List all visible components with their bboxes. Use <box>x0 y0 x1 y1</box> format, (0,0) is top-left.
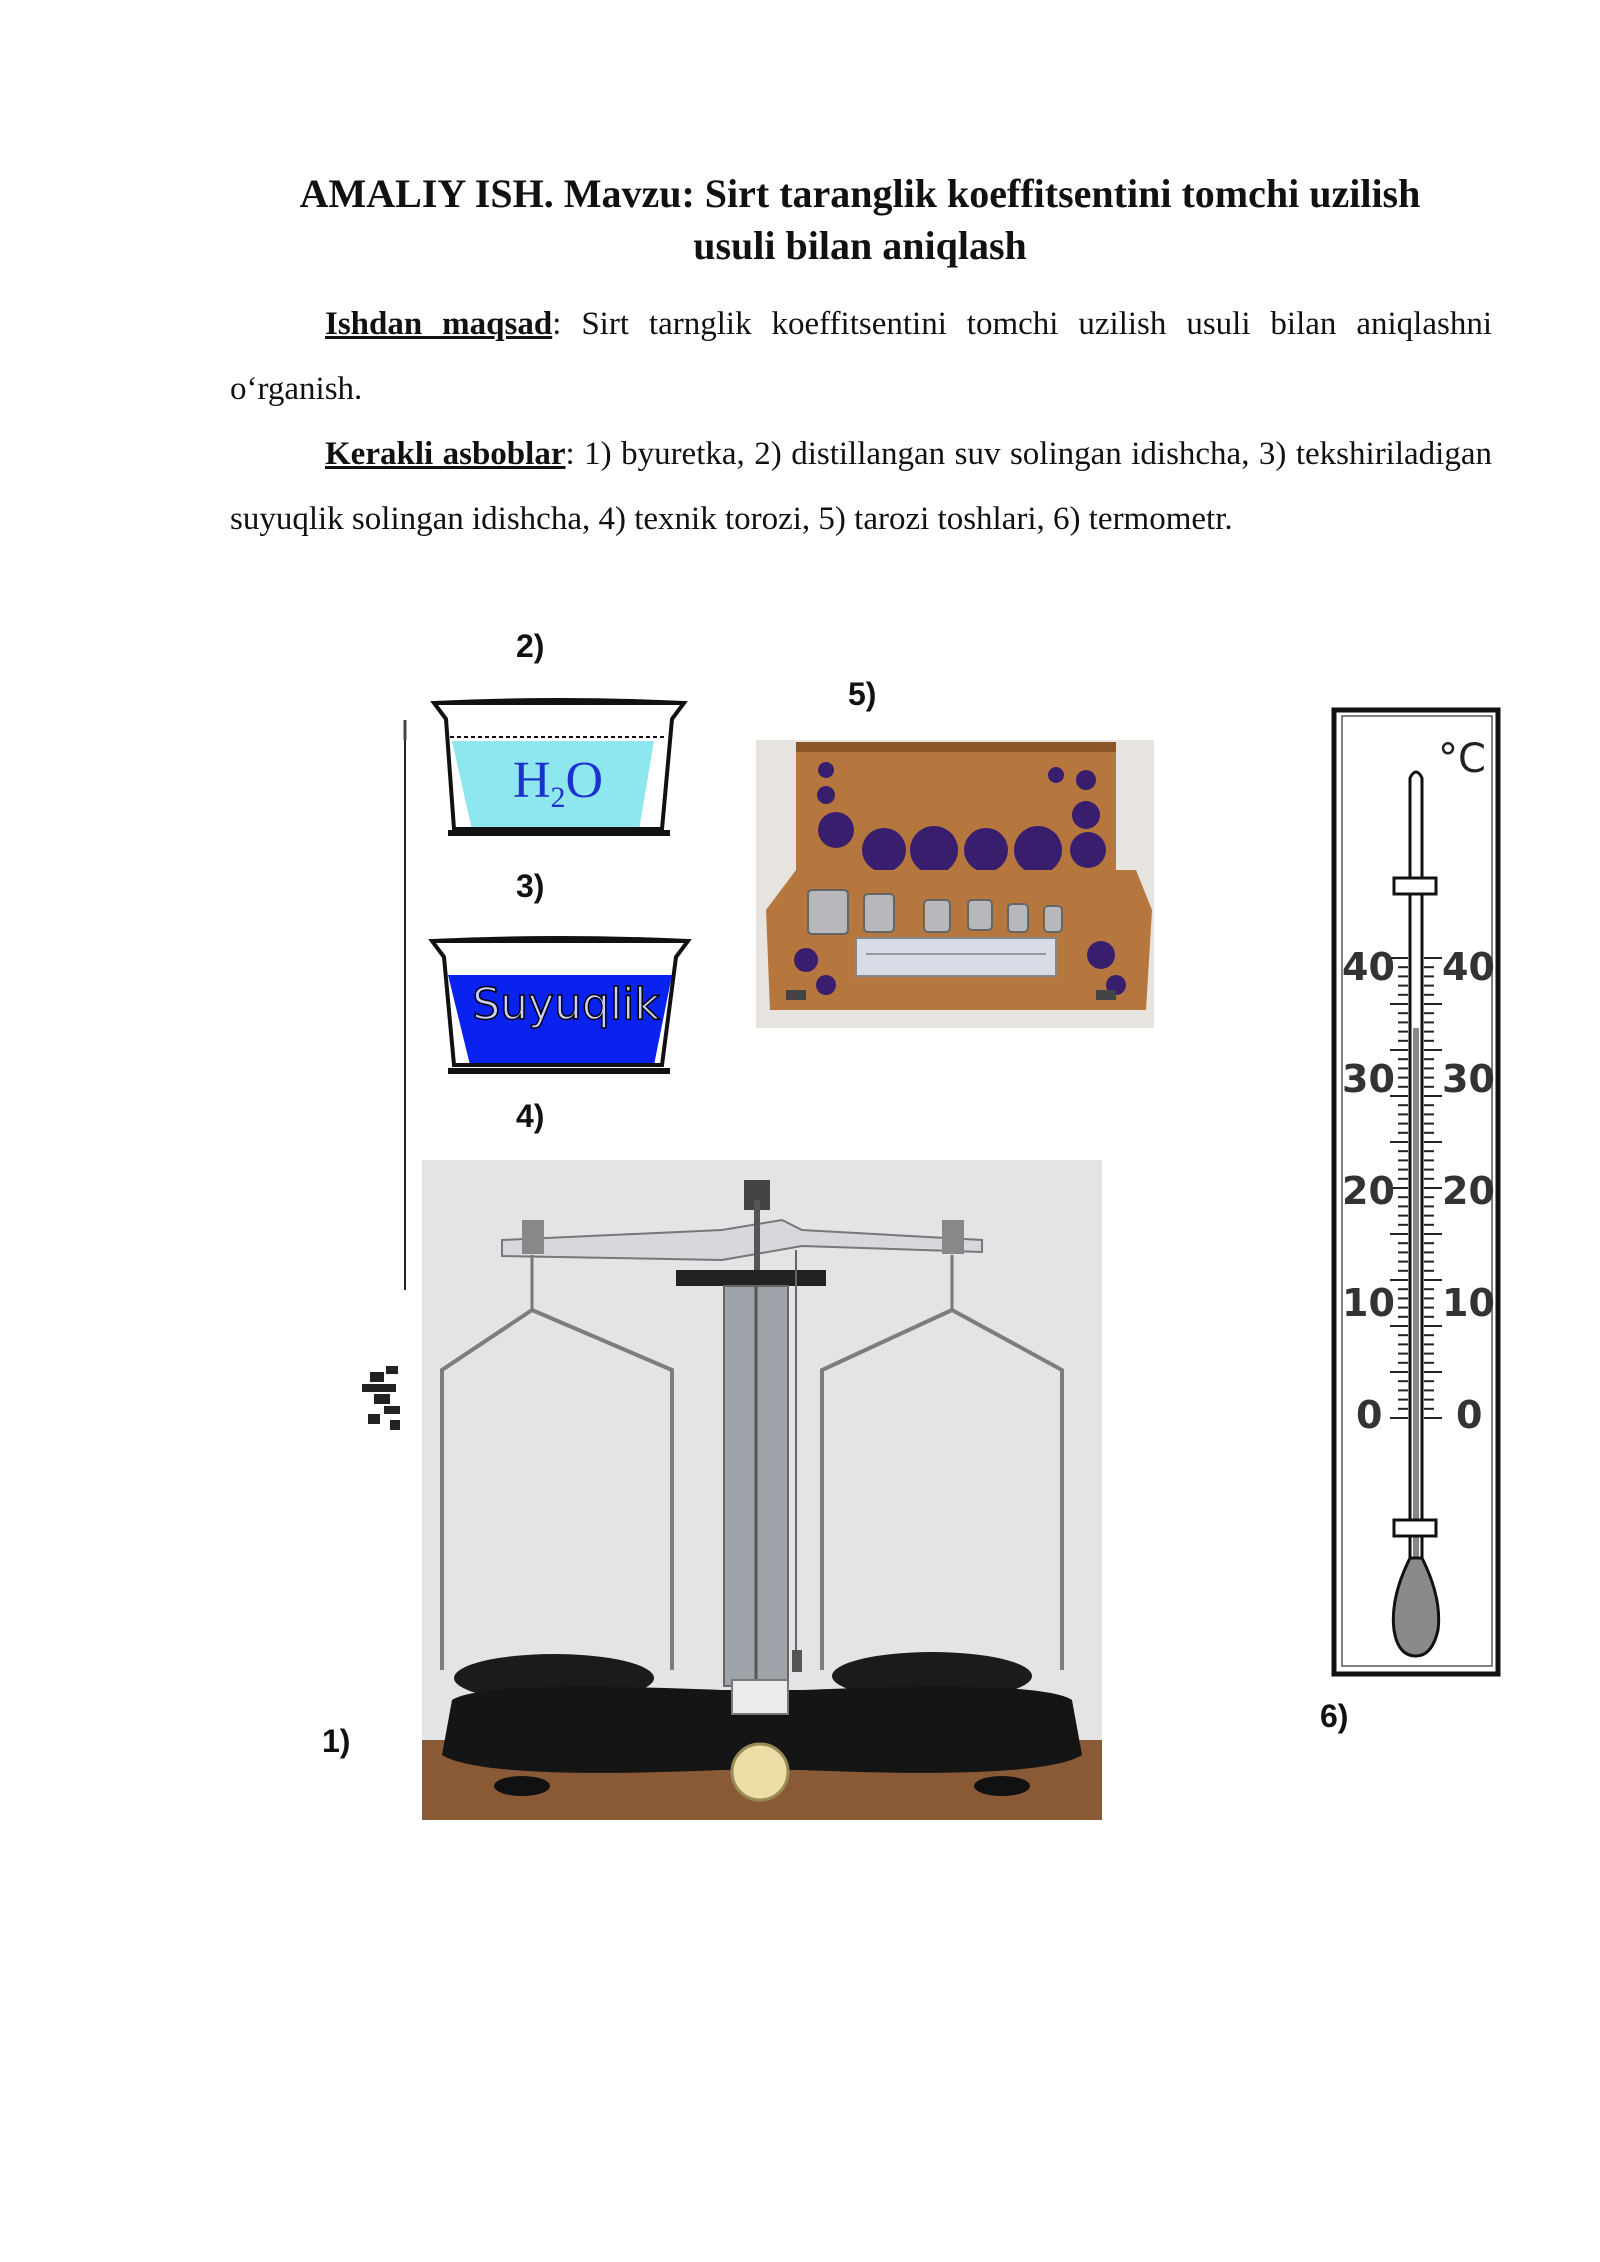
figure-label-6: 6) <box>1320 1698 1349 1734</box>
purpose-text: : Sirt tarnglik koeffitsentini tomchi uzilish usuli bilan aniqlashni o‘rganish. <box>230 306 1492 407</box>
beaker-liquid-text: Suyuqlik <box>472 979 660 1030</box>
weights-box-illustration <box>756 740 1154 1028</box>
figure-label-1: 1) <box>322 1723 351 1759</box>
equipment-label: Kerakli asboblar <box>325 436 566 472</box>
technical-balance-illustration <box>422 1160 1102 1820</box>
scale-left-20: 20 <box>1342 1169 1395 1213</box>
figure-label-4: 4) <box>516 1098 545 1134</box>
scale-right-20: 20 <box>1442 1169 1495 1213</box>
figure-label-2: 2) <box>516 628 545 664</box>
purpose-label: Ishdan maqsad <box>325 306 553 342</box>
liquid-beaker-illustration <box>426 935 692 1075</box>
page-title <box>230 168 1490 272</box>
thermometer-illustration <box>1332 708 1500 1678</box>
title-line-2: usuli bilan aniqlash <box>693 223 1027 268</box>
scale-left-10: 10 <box>1342 1281 1395 1325</box>
burette-illustration <box>350 720 420 1440</box>
title-line-1: AMALIY ISH. Mavzu: Sirt taranglik koeffitsentini tomchi uzilish <box>299 171 1421 216</box>
scale-left-0: 0 <box>1356 1393 1383 1437</box>
thermometer-unit: °C <box>1438 736 1486 782</box>
equipment-paragraph <box>230 422 1492 552</box>
scale-right-30: 30 <box>1442 1057 1495 1101</box>
beaker-water-text: H2O <box>512 752 604 814</box>
figure-label-3: 3) <box>516 868 545 904</box>
purpose-paragraph <box>230 292 1492 422</box>
figure-label-5: 5) <box>848 676 877 712</box>
scale-left-30: 30 <box>1342 1057 1395 1101</box>
equipment-text: : 1) byuretka, 2) distillangan suv solingan idishcha, 3) tekshiriladigan suyuqlik solingan idishcha, 4) texnik torozi, 5) tarozi toshlari, 6) termometr. <box>230 436 1492 537</box>
scale-right-10: 10 <box>1442 1281 1495 1325</box>
scale-right-0: 0 <box>1456 1393 1483 1437</box>
scale-right-40: 40 <box>1442 945 1495 989</box>
scale-left-40: 40 <box>1342 945 1395 989</box>
water-beaker-illustration <box>426 697 688 837</box>
